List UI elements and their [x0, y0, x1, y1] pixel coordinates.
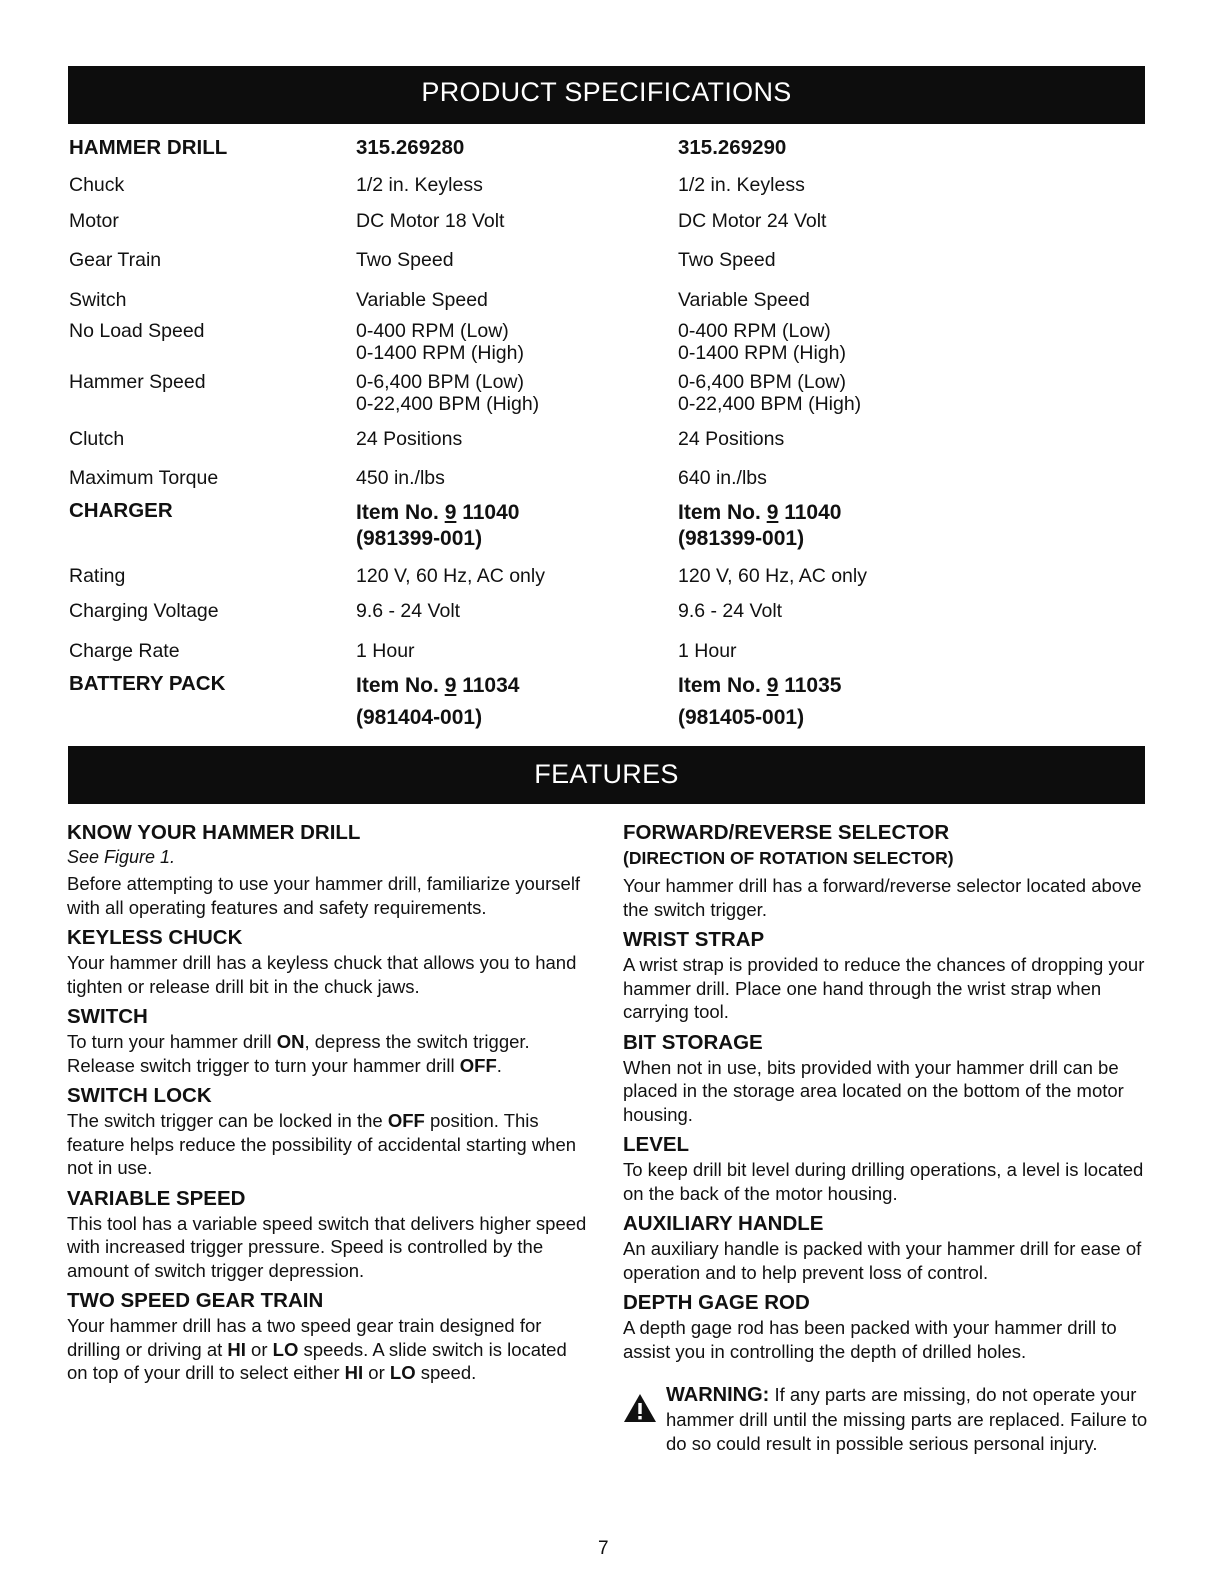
spec-line: 0-6,400 BPM (Low) — [678, 371, 846, 393]
know-heading: KNOW YOUR HAMMER DRILL — [67, 821, 361, 844]
spec-value-b: 1 Hour — [678, 640, 737, 662]
spec-line: 0-22,400 BPM (High) — [356, 393, 540, 415]
level-heading: LEVEL — [623, 1133, 690, 1156]
spec-value-b: 24 Positions — [678, 428, 785, 450]
know-text: Before attempting to use your hammer drill, familiarize yourself with all operating features and safety requirements. — [67, 873, 581, 918]
model-a: 315.269280 — [356, 136, 465, 159]
depth-gage-text: A depth gage rod has been packed with your hammer drill to assist you in controlling the depth of drilled holes. — [623, 1317, 1117, 1362]
selector-heading: FORWARD/REVERSE SELECTOR — [623, 821, 950, 844]
spec-value-a: 1/2 in. Keyless — [356, 174, 483, 196]
battery-item-a — [356, 673, 519, 731]
features-left-column — [67, 820, 587, 1391]
switch-lock-heading: SWITCH LOCK — [67, 1084, 212, 1107]
item-number: 11040 — [784, 501, 842, 524]
charger-item-b — [678, 500, 841, 552]
keyless-chuck-heading: KEYLESS CHUCK — [67, 926, 243, 949]
features-right-column — [623, 820, 1148, 1457]
figure-reference: See Figure 1. — [67, 847, 176, 867]
battery-label: BATTERY PACK — [69, 672, 226, 695]
warning-block — [623, 1383, 1148, 1457]
spec-label: Gear Train — [69, 249, 162, 271]
spec-value-b — [678, 320, 846, 364]
auxiliary-handle-heading: AUXILIARY HANDLE — [623, 1212, 824, 1235]
wrist-strap-heading: WRIST STRAP — [623, 928, 765, 951]
features-title: FEATURES — [534, 759, 679, 789]
spec-value-b: 9.6 - 24 Volt — [678, 600, 783, 622]
drill-label: HAMMER DRILL — [69, 136, 228, 159]
item-number: 11035 — [784, 674, 842, 697]
spec-value-b: 640 in./lbs — [678, 467, 767, 489]
spec-value-b: DC Motor 24 Volt — [678, 210, 827, 232]
charger-label: CHARGER — [69, 499, 173, 522]
spec-banner — [68, 66, 1145, 124]
switch-text: To turn your hammer drill ON, depress the switch trigger. Release switch trigger to turn your hammer drill OFF. — [67, 1031, 530, 1076]
bit-storage-heading: BIT STORAGE — [623, 1030, 763, 1054]
spec-label: Chuck — [69, 174, 125, 196]
features-banner — [68, 746, 1145, 804]
spec-value-a: Variable Speed — [356, 289, 488, 311]
item-number: 11034 — [462, 674, 520, 697]
spec-label: No Load Speed — [69, 320, 205, 342]
variable-speed-text: This tool has a variable speed switch that delivers higher speed with increased trigger pressure. Speed is controlled by the amount of switch trigger depression. — [67, 1212, 587, 1281]
spec-value-b — [678, 371, 861, 415]
spec-value-a: Two Speed — [356, 249, 454, 271]
spec-line: 0-1400 RPM (High) — [678, 342, 846, 364]
spec-value-b: Variable Speed — [678, 289, 810, 311]
spec-value-b: 120 V, 60 Hz, AC only — [678, 565, 867, 587]
bit-storage-text: When not in use, bits provided with your hammer drill can be placed in the storage area located on the bottom of the motor housing. — [623, 1056, 1124, 1125]
spec-value-b: 1/2 in. Keyless — [678, 174, 805, 196]
item-prefix: Item No. — [678, 501, 767, 524]
wrist-strap-text: A wrist strap is provided to reduce the chances of dropping your hammer drill. Place one hand through the wrist strap when carrying tool. — [623, 954, 1145, 1022]
spec-title: PRODUCT SPECIFICATIONS — [421, 77, 792, 107]
level-text: To keep drill bit level during drilling operations, a level is located on the back of the motor housing. — [623, 1159, 1144, 1204]
auxiliary-handle-text: An auxiliary handle is packed with your hammer drill for ease of operation and to help prevent loss of control. — [623, 1238, 1142, 1283]
item-code: 9 — [444, 674, 457, 697]
spec-value-a: DC Motor 18 Volt — [356, 210, 505, 232]
selector-text: Your hammer drill has a forward/reverse selector located above the switch trigger. — [623, 875, 1142, 920]
charger-item-a — [356, 500, 519, 552]
spec-line: 0-22,400 BPM (High) — [678, 393, 862, 415]
part-number: (981404-001) — [356, 706, 483, 729]
selector-subheading: (DIRECTION OF ROTATION SELECTOR) — [623, 848, 954, 868]
spec-value-b: Two Speed — [678, 249, 776, 271]
spec-label: Clutch — [69, 428, 125, 450]
gear-train-text: Your hammer drill has a two speed gear train designed for drilling or driving at HI or LO speeds. A slide switch is located on top of your drill to select either HI or LO speed. — [67, 1315, 567, 1383]
warning-text: If any parts are missing, do not operate your hammer drill until the missing parts are replaced. Failure to do so could result in possible serious personal injury. — [666, 1384, 1148, 1454]
switch-heading: SWITCH — [67, 1005, 148, 1028]
depth-gage-heading: DEPTH GAGE ROD — [623, 1291, 810, 1314]
spec-value-a: 9.6 - 24 Volt — [356, 600, 461, 622]
spec-value-a: 450 in./lbs — [356, 467, 445, 489]
spec-line: 0-400 RPM (Low) — [356, 320, 509, 342]
part-number: (981399-001) — [356, 527, 483, 550]
part-number: (981399-001) — [678, 527, 805, 550]
part-number: (981405-001) — [678, 706, 805, 729]
warning-triangle-icon — [623, 1393, 657, 1430]
spec-value-a — [356, 320, 524, 364]
item-code: 9 — [766, 501, 779, 524]
variable-speed-heading: VARIABLE SPEED — [67, 1186, 246, 1210]
spec-label: Motor — [69, 210, 119, 232]
gear-train-heading: TWO SPEED GEAR TRAIN — [67, 1289, 324, 1312]
battery-item-b — [678, 673, 841, 731]
page-number: 7 — [598, 1538, 609, 1559]
item-code: 9 — [766, 674, 779, 697]
item-prefix: Item No. — [678, 674, 767, 697]
spec-line: 0-1400 RPM (High) — [356, 342, 524, 364]
item-prefix: Item No. — [356, 501, 445, 524]
item-code: 9 — [444, 501, 457, 524]
spec-label: Maximum Torque — [69, 467, 219, 489]
spec-label: Charge Rate — [69, 640, 180, 662]
item-number: 11040 — [462, 501, 520, 524]
spec-value-a — [356, 371, 539, 415]
spec-value-a: 24 Positions — [356, 428, 463, 450]
spec-label: Hammer Speed — [69, 371, 206, 393]
warning-label: WARNING: — [666, 1384, 770, 1406]
spec-value-a: 120 V, 60 Hz, AC only — [356, 565, 545, 587]
spec-line: 0-6,400 BPM (Low) — [356, 371, 524, 393]
model-b: 315.269290 — [678, 136, 787, 159]
spec-label: Switch — [69, 289, 127, 311]
spec-line: 0-400 RPM (Low) — [678, 320, 831, 342]
switch-lock-text: The switch trigger can be locked in the OFF position. This feature helps reduce the possibility of accidental starting when not in use. — [67, 1110, 577, 1178]
spec-label: Rating — [69, 565, 126, 587]
spec-value-a: 1 Hour — [356, 640, 415, 662]
spec-label: Charging Voltage — [69, 600, 219, 622]
keyless-chuck-text: Your hammer drill has a keyless chuck that allows you to hand tighten or release drill bit in the chuck jaws. — [67, 952, 577, 997]
item-prefix: Item No. — [356, 674, 445, 697]
